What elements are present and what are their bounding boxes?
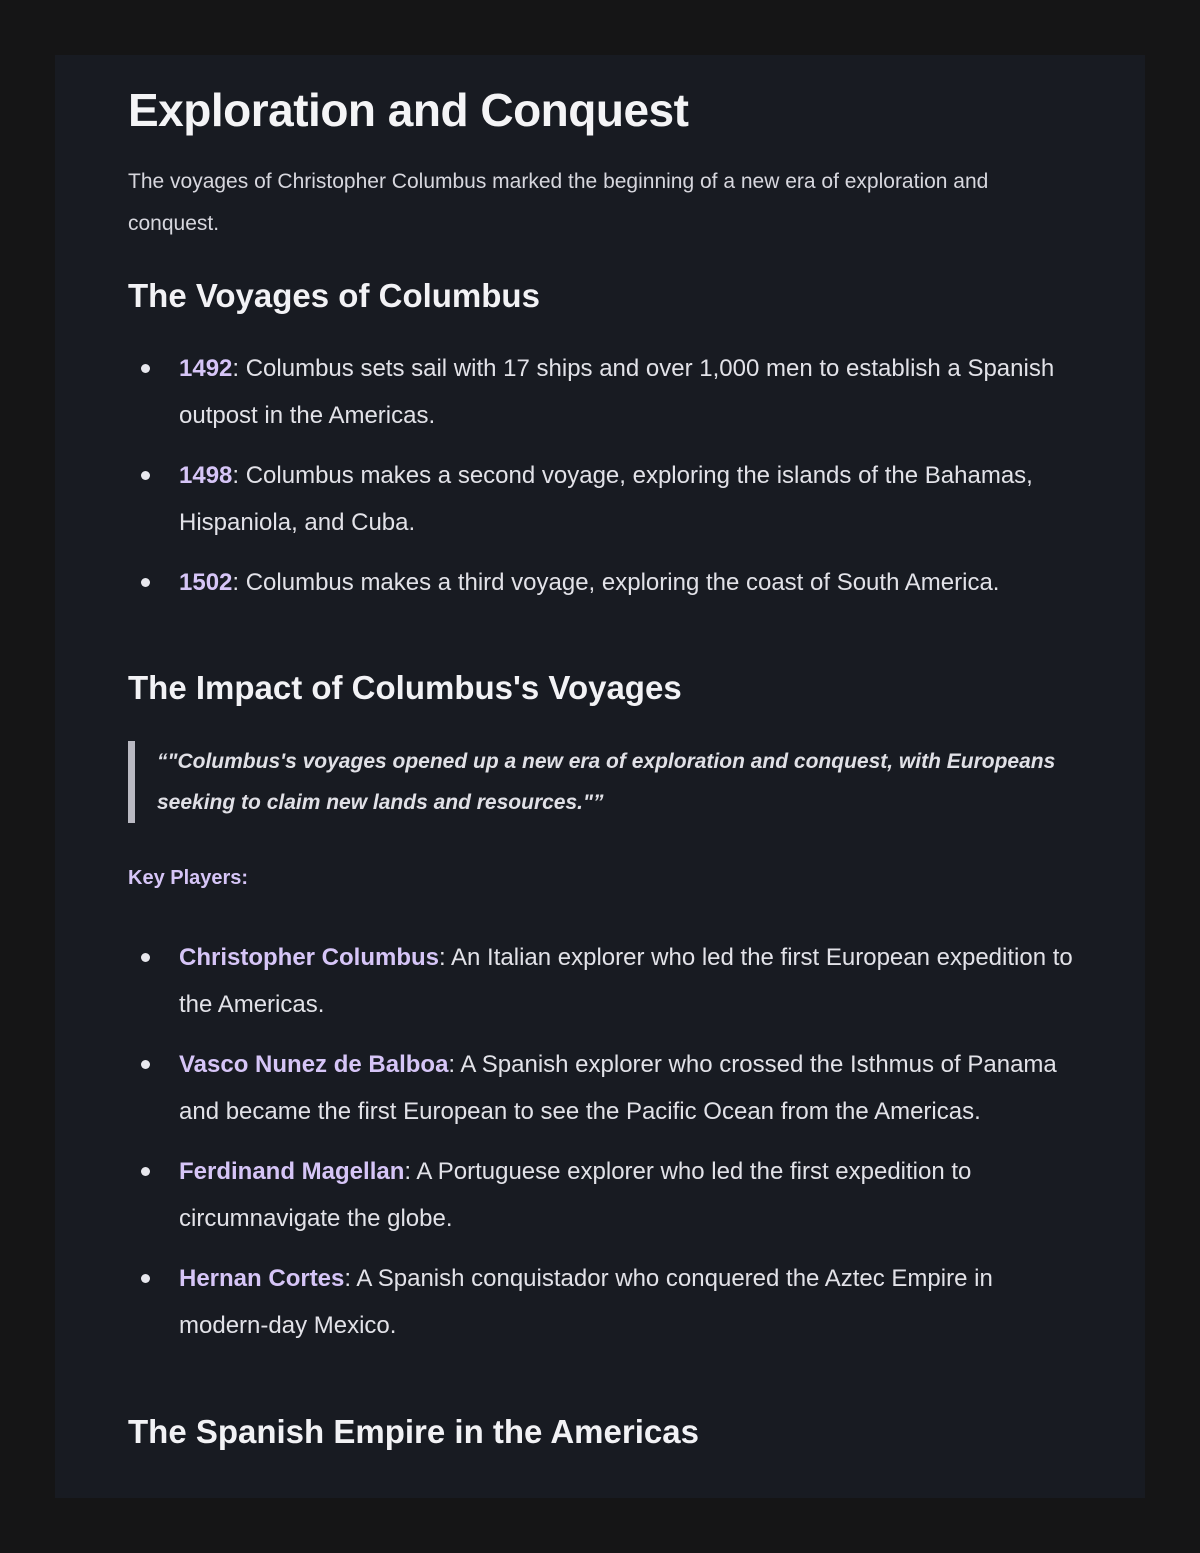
item-label: 1498 [179,462,233,489]
item-text: : Columbus makes a second voyage, exploring the islands of the Bahamas, Hispaniola, and Cuba. [179,462,1033,536]
blockquote: “"Columbus's voyages opened up a new era of exploration and conquest, with Europeans seeking to claim new lands and resources."” [128,741,1087,823]
list-item [128,345,1083,439]
heading-empire: The Spanish Empire in the Americas [128,1413,699,1450]
list-item [128,559,1083,606]
list-item [128,1041,1083,1135]
bullet-icon [141,471,150,480]
item-text: : An Italian explorer who led the first European expedition to the Americas. [179,944,1073,1018]
item-label: 1492 [179,355,233,382]
bullet-icon [141,1060,150,1069]
item-label: 1502 [179,569,233,596]
item-label: Vasco Nunez de Balboa [179,1051,449,1078]
item-text: : A Spanish explorer who crossed the Isthmus of Panama and became the first European to see the Pacific Ocean from the Americas. [179,1051,1057,1125]
bullet-icon [141,1167,150,1176]
heading-impact: The Impact of Columbus's Voyages [128,669,682,706]
item-text: : Columbus sets sail with 17 ships and over 1,000 men to establish a Spanish outpost in the Americas. [179,355,1055,429]
list-item [128,934,1083,1028]
list-item [128,452,1083,546]
document-panel [55,55,1145,1498]
key-players-list [128,934,1083,1362]
item-label: Hernan Cortes [179,1265,345,1292]
heading-voyages: The Voyages of Columbus [128,277,540,314]
bullet-icon [141,953,150,962]
page-title: Exploration and Conquest [128,84,689,136]
intro-paragraph: The voyages of Christopher Columbus marked the beginning of a new era of exploration and conquest. [128,170,989,235]
item-label: Christopher Columbus [179,944,440,971]
bullet-icon [141,364,150,373]
key-players-label: Key Players: [128,867,249,889]
item-text: : Columbus makes a third voyage, exploring the coast of South America. [232,569,1000,596]
list-item [128,1148,1083,1242]
item-label: Ferdinand Magellan [179,1158,405,1185]
bullet-icon [141,1274,150,1283]
item-text: : A Portuguese explorer who led the first expedition to circumnavigate the globe. [179,1158,972,1232]
item-text: : A Spanish conquistador who conquered the Aztec Empire in modern-day Mexico. [179,1265,993,1339]
bullet-icon [141,578,150,587]
voyages-list [128,345,1083,619]
list-item [128,1255,1083,1349]
